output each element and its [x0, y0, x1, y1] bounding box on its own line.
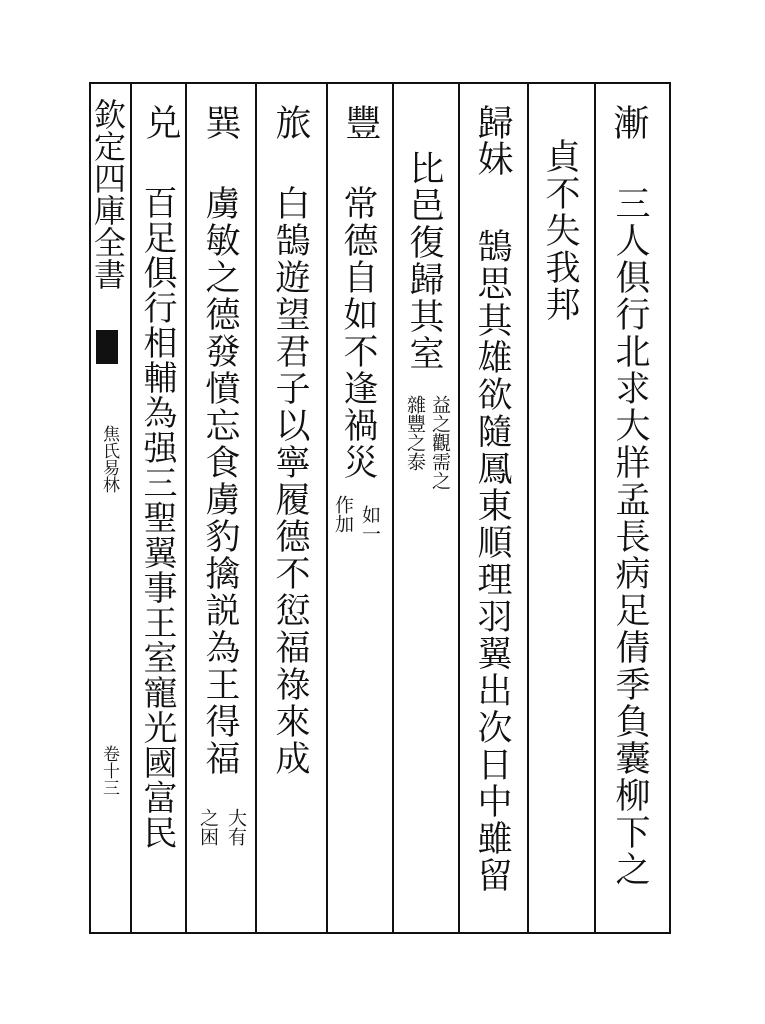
column-rule	[130, 82, 132, 932]
column-rule	[255, 82, 257, 932]
column-rule	[458, 82, 460, 932]
note-right: 如一	[359, 505, 381, 543]
column-rule	[594, 82, 596, 932]
hexagram-name: 豐	[340, 104, 381, 140]
column-rule	[326, 82, 328, 932]
note-left: 作加	[332, 495, 354, 533]
column-text: 貞不失我邦	[540, 138, 580, 323]
note-right: 大有	[225, 808, 247, 846]
hexagram-name: 兑	[140, 104, 181, 140]
column-rule	[185, 82, 187, 932]
note-left: 雜豐之泰	[404, 395, 426, 471]
column-rule	[392, 82, 394, 932]
column-text: 白鵠遊望君子以寧履德不愆福祿來成	[270, 185, 310, 777]
column-rule	[527, 82, 529, 932]
column-text: 常德自如不逢禍災	[338, 185, 378, 481]
fish-tail-mark	[96, 330, 118, 364]
book-name: 焦氏易林	[99, 425, 119, 493]
hexagram-name: 歸妹	[472, 104, 513, 176]
hexagram-name: 巽	[200, 104, 241, 140]
column-text: 鵠思其雄欲隨鳳東順理羽翼出次日中雖留	[472, 228, 512, 894]
note-right: 益之觀需之	[429, 395, 451, 490]
folio-number: 卷十三	[99, 745, 119, 796]
hexagram-name: 漸	[608, 104, 649, 140]
hexagram-name: 旅	[270, 104, 311, 140]
column-text: 比邑復歸其室	[404, 150, 444, 372]
book-title: 欽定四庫全書	[89, 98, 127, 290]
column-text: 三人俱行北求大牂孟長病足倩季負囊柳下之	[610, 185, 650, 888]
column-text: 百足俱行相輔為强三聖翼事王室寵光國富民	[137, 185, 177, 850]
column-text: 虜敏之德發憤忘食虜豹擒説為王得福	[200, 185, 240, 777]
note-left: 之困	[197, 808, 219, 846]
